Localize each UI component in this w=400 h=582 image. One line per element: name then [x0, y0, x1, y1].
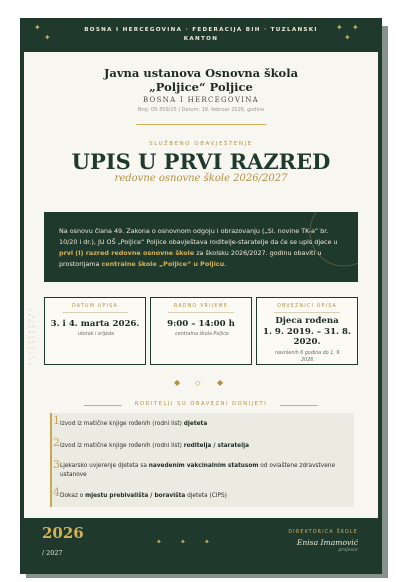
item-accent-bar [50, 413, 52, 435]
document-meta: Broj: 05-359/25 | Datum: 18. februar 2026. godine [137, 107, 265, 113]
item-text-bold: roditelja / staratelja [183, 443, 249, 449]
item-number: 2 [53, 436, 60, 449]
item-text-post: djeteta (CIPS) [185, 493, 227, 499]
item-accent-bar [50, 485, 52, 507]
card-hours [150, 297, 252, 365]
item-text [60, 442, 348, 451]
intro-text [59, 226, 347, 270]
card-eligibility-line1: Djeca rođena [275, 316, 339, 326]
item-accent-bar [50, 435, 52, 457]
item-text [60, 462, 348, 480]
diamond-icon: ◆ [174, 378, 181, 387]
item-text [60, 420, 348, 429]
item-text-post: od ovlaštene zdravstvene ustanove [60, 463, 336, 478]
item-text-pre: Ljekarsko uvjerenje djeteta sa [60, 463, 149, 469]
list-item [50, 485, 354, 507]
item-text [60, 492, 348, 501]
requirements-list [50, 413, 354, 507]
footer-year-sub: / 2027 [42, 549, 63, 557]
star-icon: ✦ [34, 23, 41, 32]
diamond-divider [24, 378, 378, 392]
side-vertical-text: S L U Ž B E N O O B A V J E Š T E N J E [28, 307, 36, 365]
item-number: 1 [53, 414, 60, 427]
diamond-icon: ◆ [217, 378, 224, 387]
star-icon: ✦ [344, 33, 351, 42]
main-title: UPIS U PRVI RAZRED [71, 149, 331, 174]
poster [20, 18, 382, 574]
item-text-pre: Dokaz o [60, 493, 86, 499]
card-hours-note: centralna škola Poljice [175, 332, 229, 337]
list-item [50, 413, 354, 435]
intro-highlight-grade: prvi (I) razred redovne osnovne škole [59, 249, 195, 257]
signature-role: profesor [338, 548, 358, 553]
item-text-pre: Izvod iz matične knjige rođenih (rodni list) [60, 421, 184, 427]
item-text-bold: mjestu prebivališta / boravišta [85, 493, 186, 499]
main-subtitle: redovne osnovne škole 2026/2027 [114, 173, 288, 184]
heading-rule-right [280, 405, 318, 406]
list-item [50, 435, 354, 457]
intro-highlight-location: centralne škole „Poljice“ u Poljicu [101, 260, 225, 268]
region-text: BOSNA I HERCEGOVINA · FEDERACIJA BIH · TUZLANSKI KANTON [84, 27, 318, 42]
card-eligibility-line3: 2020. [293, 337, 321, 347]
signature-label: DIREKTORICA ŠKOLE [288, 530, 358, 535]
card-date-label: DATUM UPISA [45, 304, 145, 313]
star-icon: ✦ [352, 23, 359, 32]
intro-part3: . [224, 260, 227, 268]
footer [20, 518, 382, 574]
star-icon: ✦ [156, 538, 162, 546]
info-cards [44, 297, 358, 365]
item-accent-bar [50, 457, 52, 485]
card-eligibility-note [261, 350, 355, 364]
card-date [44, 297, 146, 365]
notice-label: SLUŽBENO OBAVJEŠTENJE [149, 141, 253, 147]
card-eligibility-value [257, 316, 357, 348]
item-number: 3 [53, 458, 60, 471]
top-band [20, 18, 382, 52]
gold-divider [136, 124, 266, 125]
card-eligibility-line2: 1. 9. 2019. – 31. 8. [262, 326, 352, 337]
school-title-line1: Javna ustanova Osnovna škola [103, 66, 299, 80]
footer-stars [156, 538, 216, 548]
country-label: BOSNA I HERCEGOVINA [142, 96, 260, 104]
list-item [50, 457, 354, 485]
footer-year: 2026 [42, 524, 84, 542]
card-eligibility-label: OBVEZNICI UPISA [257, 304, 357, 313]
notice-page [24, 52, 378, 518]
star-icon: ✦ [44, 33, 51, 42]
card-hours-value: 9:00 – 14:00 h [167, 319, 235, 329]
school-title [24, 66, 378, 94]
diamond-outline-icon: ◇ [195, 379, 201, 387]
item-text-bold: navedenim vakcinalnim statusom [148, 463, 259, 469]
item-text-bold: djeteta [183, 421, 208, 427]
school-title-line2: „Poljice“ Poljice [149, 80, 253, 94]
card-eligibility [256, 297, 358, 365]
intro-part1: Na osnovu člana 49. Zakona o osnovnom odgoju i obrazovanju („Sl. novine TK-a“ br. 10/20 i dr.), JU OŠ „Poljice“ Poljice obavještava roditelje-staratelje da će se upis djece u [59, 227, 338, 246]
intro-box [44, 212, 358, 282]
card-hours-label: RADNO VRIJEME [151, 304, 251, 313]
item-number: 4 [53, 486, 60, 499]
intro-part2: za školsku 2026/2027. godinu obaviti u prostorijama [59, 249, 322, 268]
card-eligibility-note2: 2026. [301, 358, 315, 363]
documents-heading: RODITELJI SU OBAVEZNI DONIJETI [134, 401, 268, 407]
star-icon: ✦ [204, 538, 210, 546]
documents-heading-row [44, 401, 358, 411]
star-icon: ✦ [336, 23, 343, 32]
signature-name: Enisa Imamović [296, 538, 358, 547]
card-eligibility-note1: navršenih 6 godina do 1. 9. [275, 351, 341, 356]
card-date-note: utorak i srijeda [77, 332, 114, 337]
card-date-value: 3. i 4. marta 2026. [50, 319, 140, 329]
item-text-pre: Izvod iz matične knjige rođenih (rodni list) [60, 443, 184, 449]
star-icon: ✦ [180, 538, 186, 546]
